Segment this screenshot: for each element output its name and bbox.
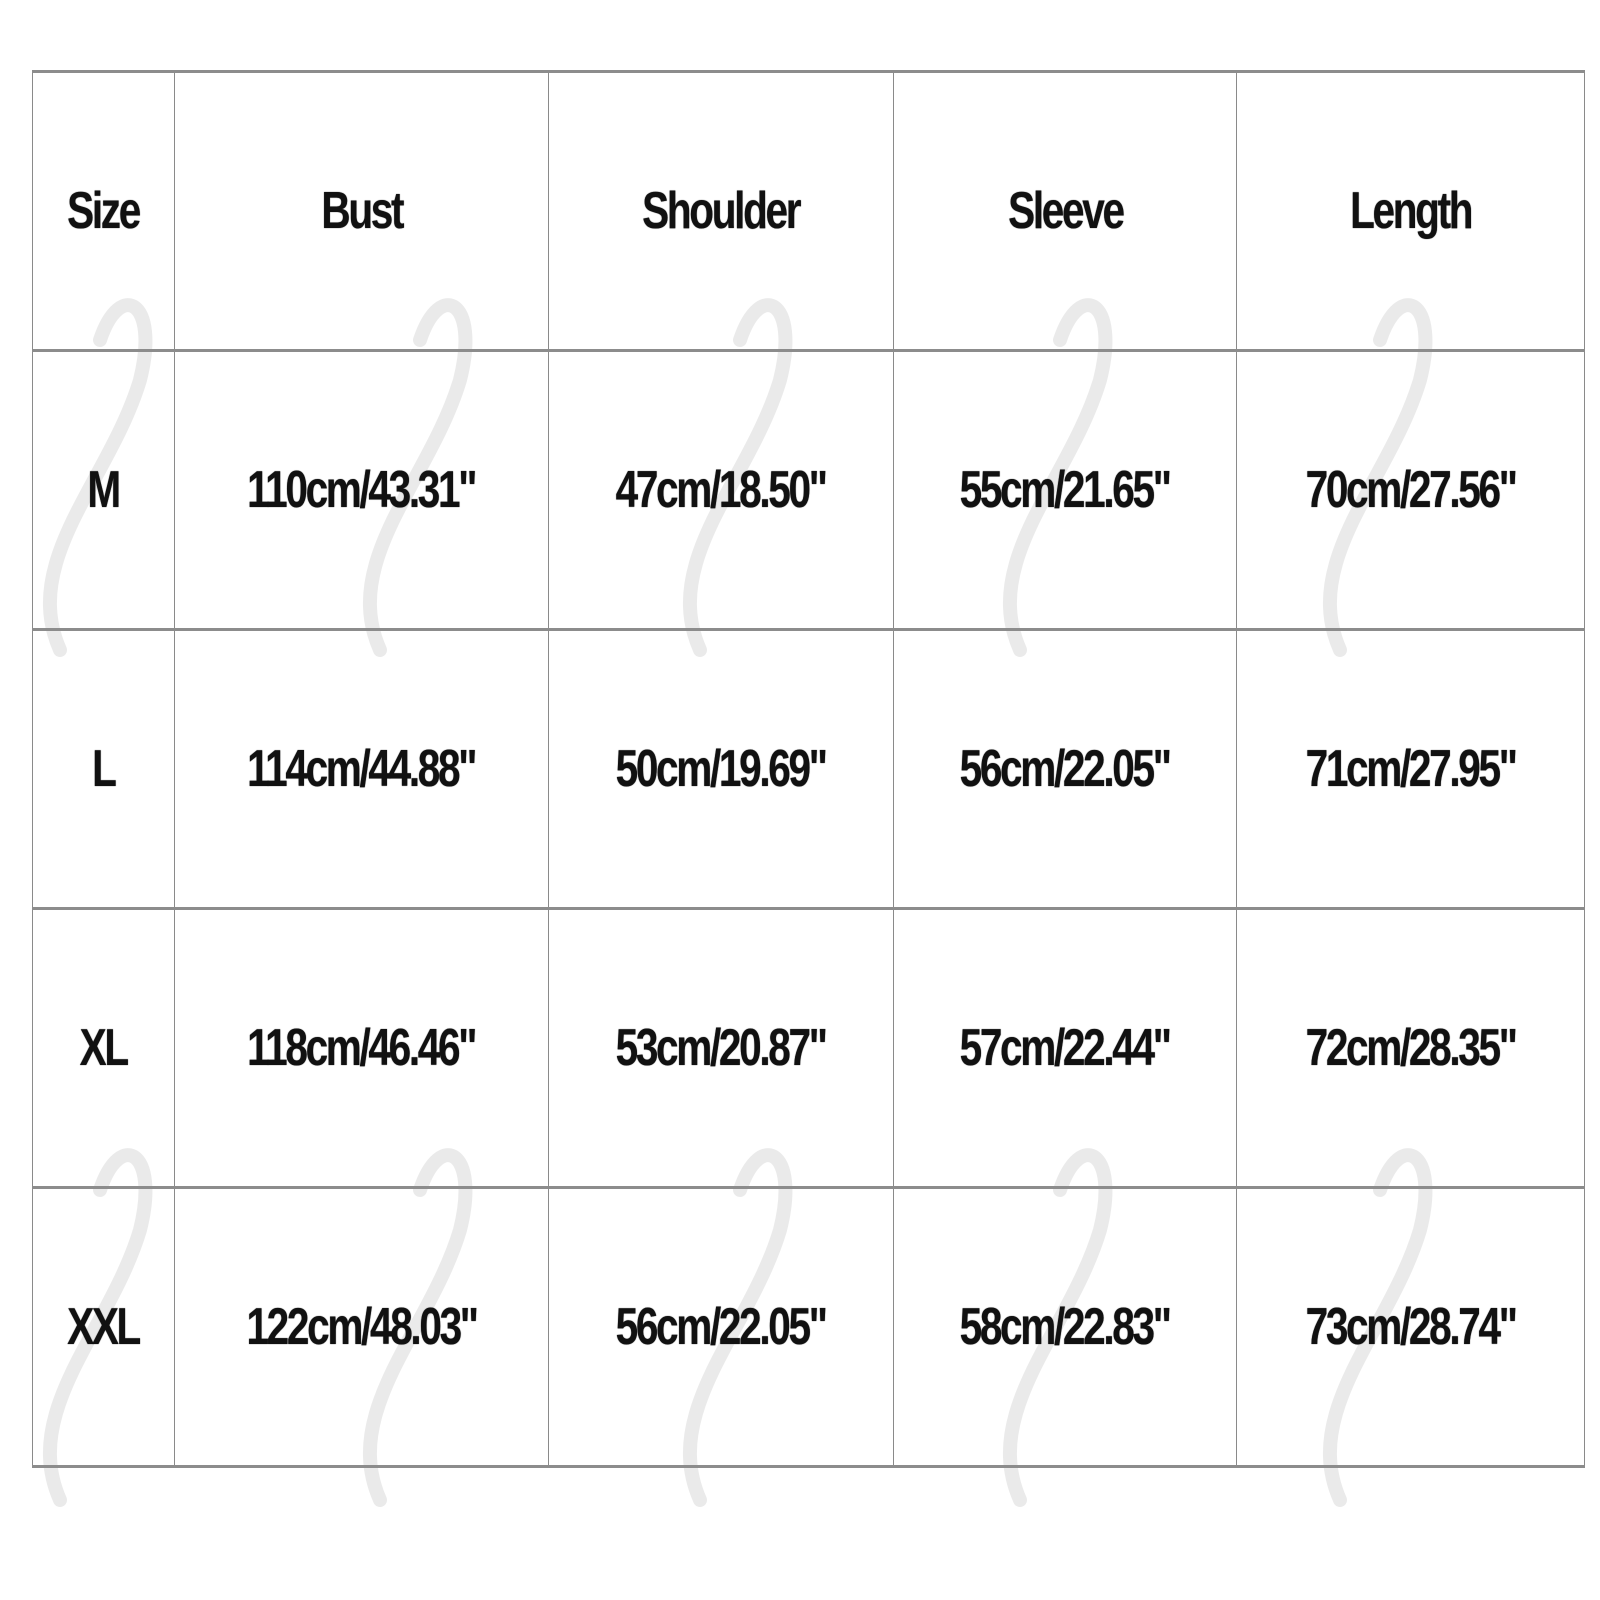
cell-shoulder <box>549 351 894 630</box>
cell-value: M <box>87 461 120 519</box>
cell-size <box>33 351 175 630</box>
cell-value: L <box>92 740 115 798</box>
cell-length <box>1237 351 1585 630</box>
table-row <box>33 1188 1585 1467</box>
cell-value: 50cm/19.69" <box>615 740 826 798</box>
cell-bust <box>175 909 549 1188</box>
cell-value: XXL <box>67 1298 140 1356</box>
cell-value: 71cm/27.95" <box>1305 740 1516 798</box>
table-row <box>33 909 1585 1188</box>
size-chart-table <box>32 70 1585 1468</box>
header-length-label: Length <box>1349 182 1472 240</box>
cell-sleeve <box>894 1188 1237 1467</box>
table-row <box>33 630 1585 909</box>
cell-shoulder <box>549 630 894 909</box>
header-bust-label: Bust <box>321 182 402 240</box>
table-header-row <box>33 72 1585 351</box>
cell-value: 110cm/43.31" <box>247 461 476 519</box>
cell-bust <box>175 1188 549 1467</box>
header-sleeve-label: Sleeve <box>1007 182 1123 240</box>
cell-length <box>1237 630 1585 909</box>
cell-bust <box>175 351 549 630</box>
header-size-label: Size <box>67 182 140 240</box>
cell-value: 56cm/22.05" <box>959 740 1170 798</box>
cell-value: 58cm/22.83" <box>959 1298 1170 1356</box>
header-bust <box>175 72 549 351</box>
cell-value: 53cm/20.87" <box>615 1019 826 1077</box>
cell-value: XL <box>79 1019 128 1077</box>
cell-sleeve <box>894 630 1237 909</box>
cell-bust <box>175 630 549 909</box>
cell-length <box>1237 909 1585 1188</box>
cell-value: 118cm/46.46" <box>247 1019 476 1077</box>
cell-sleeve <box>894 351 1237 630</box>
cell-value: 114cm/44.88" <box>247 740 476 798</box>
header-shoulder <box>549 72 894 351</box>
cell-value: 73cm/28.74" <box>1305 1298 1516 1356</box>
header-shoulder-label: Shoulder <box>642 182 800 240</box>
cell-value: 55cm/21.65" <box>959 461 1170 519</box>
cell-sleeve <box>894 909 1237 1188</box>
cell-value: 70cm/27.56" <box>1305 461 1516 519</box>
header-sleeve <box>894 72 1237 351</box>
cell-length <box>1237 1188 1585 1467</box>
cell-value: 56cm/22.05" <box>615 1298 826 1356</box>
cell-size <box>33 630 175 909</box>
cell-value: 122cm/48.03" <box>246 1298 477 1356</box>
cell-value: 57cm/22.44" <box>959 1019 1170 1077</box>
header-length <box>1237 72 1585 351</box>
cell-shoulder <box>549 1188 894 1467</box>
cell-size <box>33 909 175 1188</box>
table-row <box>33 351 1585 630</box>
cell-value: 72cm/28.35" <box>1305 1019 1516 1077</box>
cell-shoulder <box>549 909 894 1188</box>
header-size <box>33 72 175 351</box>
cell-size <box>33 1188 175 1467</box>
cell-value: 47cm/18.50" <box>615 461 826 519</box>
